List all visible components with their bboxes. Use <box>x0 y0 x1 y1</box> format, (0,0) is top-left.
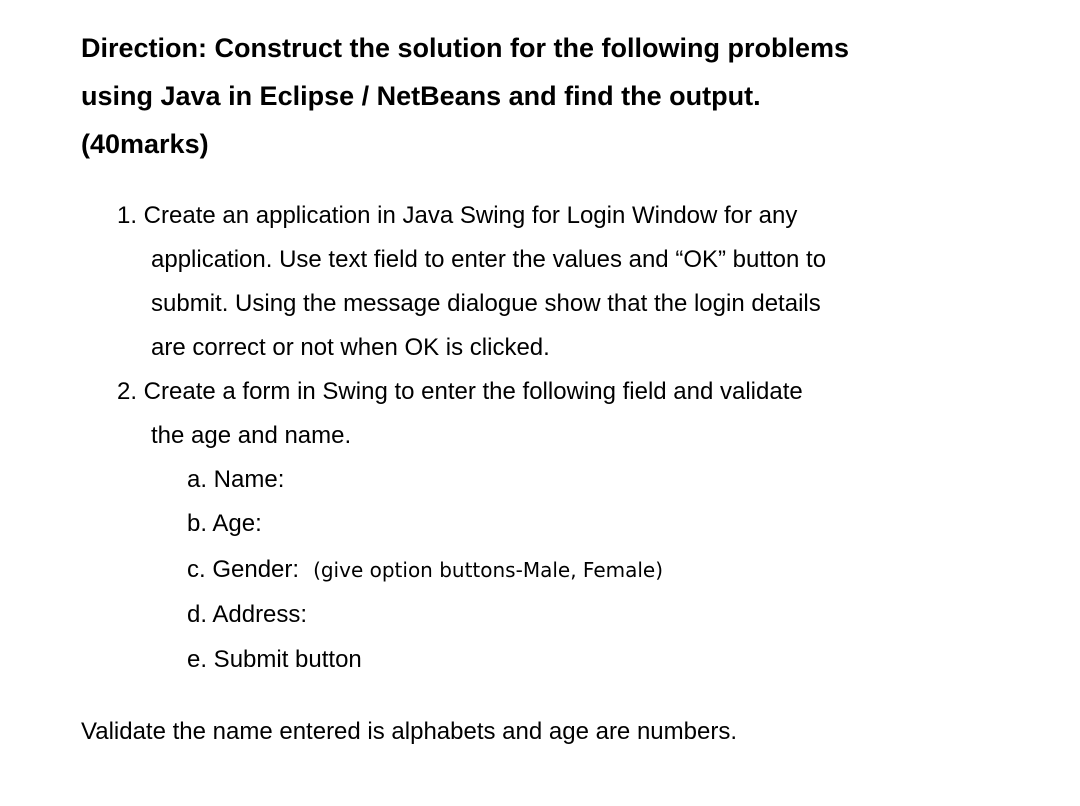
field-item-submit <box>187 638 362 682</box>
field-item-gender <box>187 548 663 592</box>
direction-line: using Java in Eclipse / NetBeans and find the output. <box>81 81 761 111</box>
question-1-line-1: 1. Create an application in Java Swing for Login Window for any <box>117 202 798 229</box>
question-1-line-3: submit. Using the message dialogue show that the login details <box>151 290 821 317</box>
field-item-address <box>187 593 307 637</box>
field-item-name <box>187 458 284 502</box>
direction-heading <box>81 24 1041 168</box>
question-1-line-2: application. Use text field to enter the values and “OK” button to <box>151 246 827 273</box>
field-label: c. Gender: <box>187 556 300 583</box>
field-note: (give option buttons-Male, Female) <box>313 558 664 582</box>
direction-line: Direction: Construct the solution for the following problems <box>81 33 849 63</box>
field-label: a. Name: <box>187 466 285 493</box>
validation-note: Validate the name entered is alphabets and age are numbers. <box>81 718 737 745</box>
question-1-line-4: are correct or not when OK is clicked. <box>151 334 550 361</box>
field-label: d. Address: <box>187 601 308 628</box>
question-2-line-2: the age and name. <box>151 422 352 449</box>
field-label: b. Age: <box>187 510 262 537</box>
field-label: e. Submit button <box>187 646 362 673</box>
field-item-age <box>187 502 262 546</box>
question-2-line-1: 2. Create a form in Swing to enter the following field and validate <box>117 378 803 405</box>
direction-marks: (40marks) <box>81 129 209 159</box>
